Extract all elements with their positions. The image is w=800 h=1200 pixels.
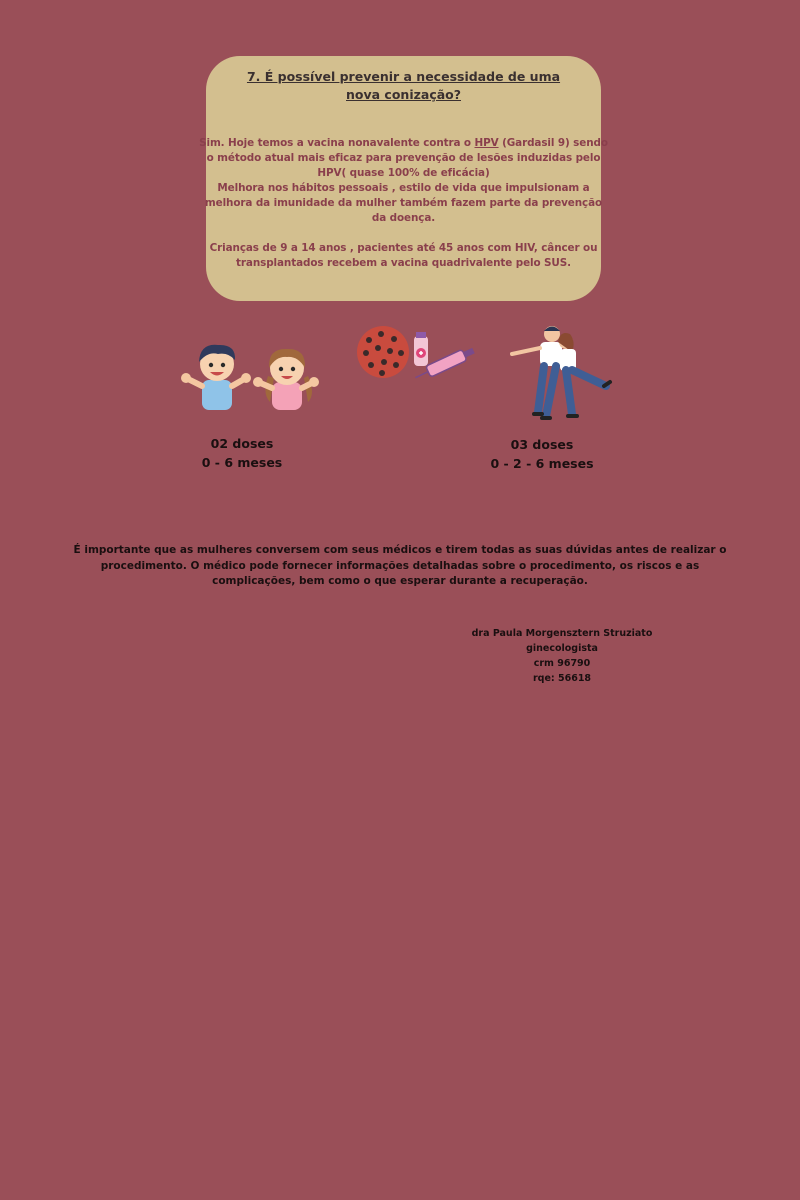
doctor-rqe: rqe: 56618: [532, 673, 592, 684]
doctor-crm: crm 96790: [533, 658, 591, 669]
doses-children: [186, 434, 298, 472]
card-paragraph-sus: Crianças de 9 a 14 anos , pacientes até 45 anos com HIV, câncer ou transplantados recebem a vacina quadrivalente pelo SUS.: [209, 242, 598, 269]
card-paragraph-vaccine: Sim. Hoje temos a vacina nonavalente contra o HPV (Gardasil 9) sendo o método atual mais eficaz para prevenção de lesões induzidas pelo HPV( quase 100% de eficácia): [199, 137, 608, 179]
doses-children-schedule: 0 - 6 meses: [201, 455, 283, 470]
card-body: [198, 136, 609, 271]
card-title: 7. É possível prevenir a necessidade de uma nova conização?: [246, 69, 561, 102]
couple-illustration-icon: [498, 324, 616, 422]
doctor-name: dra Paula Morgensztern Struziato: [471, 628, 653, 639]
faq-card: [199, 56, 608, 301]
doses-children-count: 02 doses: [210, 436, 274, 451]
card-paragraph-habits: Melhora nos hábitos pessoais , estilo de vida que impulsionam a melhora da imunidade da mulher também fazem parte da prevenção da doença.: [204, 182, 603, 224]
hpv-term: HPV: [474, 137, 499, 149]
virus-vaccine-syringe-icon: [354, 322, 480, 386]
doses-adults-schedule: 0 - 2 - 6 meses: [490, 456, 594, 471]
doctor-specialty: ginecologista: [526, 643, 598, 654]
doses-adults-count: 03 doses: [510, 437, 574, 452]
doses-adults: [472, 435, 612, 473]
important-note: É importante que as mulheres conversem com seus médicos e tirem todas as suas dúvidas antes de realizar o procedimento. O médico pode fornecer informações detalhadas sobre o procedimento, os riscos e as complicações, bem como o que esperar durante a recuperação.: [73, 544, 727, 587]
signature-block: [442, 626, 682, 686]
children-illustration-icon: [180, 338, 320, 414]
